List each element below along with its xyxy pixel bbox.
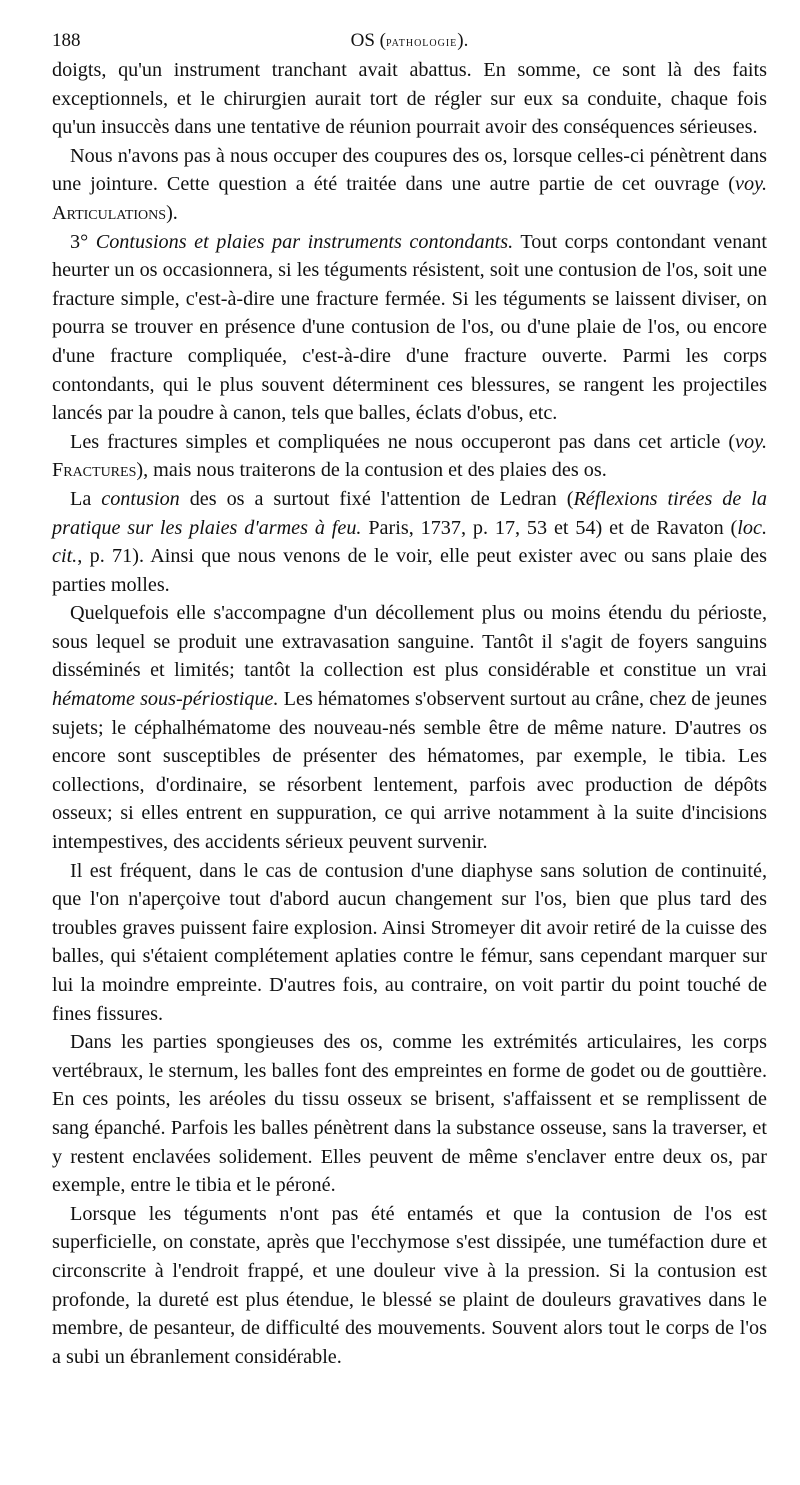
running-title: OS (pathologie). xyxy=(350,30,469,51)
cross-ref-fractures: Fractures xyxy=(52,459,137,482)
cross-ref-articulations: Articulations xyxy=(52,201,167,224)
running-header xyxy=(52,26,767,56)
paragraph-6: Quelquefois elle s'accompagne d'un décollement plus ou moins étendu du périoste, sous lequel se produit une extravasation sanguine. Tantôt il s'agit de foyers sanguins disséminés et limités; tantôt la collection est plus considérable et constitue un vrai hématome sous-périostique. Les hématomes s'observent surtout au crâne, chez de jeunes sujets; le céphalhématome des nouveau-nés semble être de même nature. D'autres os encore sont susceptibles de présenter des hématomes, par exemple, le tibia. Les collections, d'ordinaire, se résorbent lentement, parfois avec production de dépôts osseux; si elles entrent en suppuration, ce qui arrive notamment à la suite d'incisions intempestives, des accidents sérieux peuvent survenir. xyxy=(52,602,767,854)
paragraph-2: Nous n'avons pas à nous occuper des coupures des os, lorsque celles-ci pénètrent dans une jointure. Cette question a été traitée dans une autre partie de cet ouvrage (voy. Articulations). xyxy=(52,144,767,224)
paragraph-4: Les fractures simples et compliquées ne nous occuperont pas dans cet article (voy. Fractures), mais nous traiterons de la contusion et des plaies des os. xyxy=(52,430,767,482)
paragraph-7: Il est fréquent, dans le cas de contusion d'une diaphyse sans solution de continuité, que l'on n'aperçoive tout d'abord aucun changement sur l'os, bien que plus tard des troubles graves puissent faire explosion. Ainsi Stromeyer dit avoir retiré de la cuisse des balles, qui s'étaient complétement aplaties contre le fémur, sans cependant marquer sur lui la moindre empreinte. D'autres fois, au contraire, on voit partir du point touché de fines fissures. xyxy=(52,859,767,1025)
paragraph-5: La contusion des os a surtout fixé l'attention de Ledran (Réflexions tirées de la pratique sur les plaies d'armes à feu. Paris, 1737, p. 17, 53 et 54) et de Ravaton (loc. cit., p. 71). Ainsi que nous venons de le voir, elle peut exister avec ou sans plaie des parties molles. xyxy=(52,487,767,596)
body-text xyxy=(52,56,767,1371)
voy-abbrev: voy. xyxy=(735,173,767,196)
page-number: 188 xyxy=(52,30,81,51)
citation-ledran: Réflexions tirées de la pratique sur les plaies d'armes à feu. xyxy=(52,487,767,539)
paragraph-3: 3° Contusions et plaies par instruments contondants. Tout corps contondant venant heurter un os occasionnera, si les téguments résistent, soit une contusion de l'os, soit une fracture simple, c'est-à-dire une fracture fermée. Si les téguments se laissent diviser, on pourra se trouver en présence d'une contusion de l'os, ou d'une plaie de l'os, ou encore d'une fracture compliquée, c'est-à-dire d'une fracture ouverte. Parmi les corps contondants, qui le plus souvent déterminent ces blessures, se rangent les projectiles lancés par la poudre à canon, tels que balles, éclats d'obus, etc. xyxy=(52,230,768,425)
paragraph-1: doigts, qu'un instrument tranchant avait abattus. En somme, ce sont là des faits exceptionnels, et le chirurgien aurait tort de régler sur eux sa conduite, chaque fois qu'un insuccès dans une tentative de réunion pourrait avoir des conséquences sérieuses. xyxy=(52,59,767,139)
section-number: 3° xyxy=(70,230,96,253)
paragraph-8: Dans les parties spongieuses des os, comme les extrémités articulaires, les corps vertébraux, le sternum, les balles font des empreintes en forme de godet ou de gouttière. En ces points, les aréoles du tissu osseux se brisent, s'affaissent et se remplissent de sang épanché. Parfois les balles pénètrent dans la substance osseuse, sans la traverser, et y restent enclavées solidement. Elles peuvent de même s'enclaver entre deux os, par exemple, entre le tibia et le péroné. xyxy=(52,1031,767,1197)
term-contusion: contusion xyxy=(101,487,180,510)
running-title-smallcaps: pathologie xyxy=(385,35,458,50)
section-title: Contusions et plaies par instruments contondants. xyxy=(95,230,514,253)
voy-abbrev: voy. xyxy=(735,430,767,453)
term-hematome: hématome sous-périostique. xyxy=(52,688,279,711)
paragraph-9: Lorsque les téguments n'ont pas été entamés et que la contusion de l'os est superficielle, on constate, après que l'ecchymose s'est dissipée, une tuméfaction dure et circonscrite à l'endroit frappé, et une douleur vive à la pression. Si la contusion est profonde, la dureté est plus étendue, le blessé se plaint de douleurs gravatives dans le membre, de pesanteur, de difficulté des mouvements. Souvent alors tout le corps de l'os a subi un ébranlement considérable. xyxy=(52,1202,767,1368)
citation-loc-cit: loc. cit. xyxy=(52,516,767,568)
